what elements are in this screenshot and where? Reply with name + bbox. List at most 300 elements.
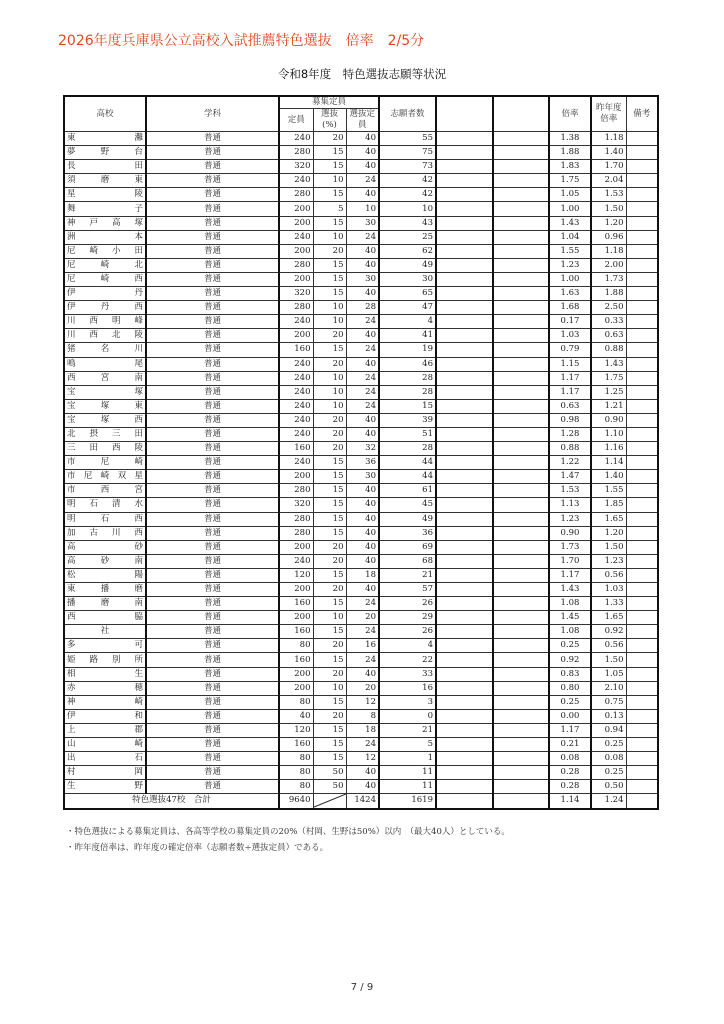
table-row [64, 287, 658, 301]
ratio: 1.00 [549, 202, 591, 216]
prev-ratio: 0.56 [591, 639, 626, 653]
total-ratio: 1.14 [549, 794, 591, 809]
table-row [64, 540, 658, 554]
blank-2 [493, 146, 549, 160]
select-pct: 20 [313, 413, 346, 427]
header-select-pct: 選抜(%) [313, 109, 346, 132]
blank-2 [493, 174, 549, 188]
capacity: 240 [279, 132, 313, 146]
select-pct: 20 [313, 427, 346, 441]
notes [626, 723, 658, 737]
ratio: 1.03 [549, 329, 591, 343]
notes [626, 258, 658, 272]
select-pct: 20 [313, 583, 346, 597]
ratio: 1.28 [549, 427, 591, 441]
select-pct: 20 [313, 554, 346, 568]
applicants: 65 [379, 287, 436, 301]
capacity: 200 [279, 202, 313, 216]
course: 普通 [146, 385, 279, 399]
prev-ratio: 1.55 [591, 484, 626, 498]
capacity: 80 [279, 780, 313, 794]
table-row [64, 188, 658, 202]
course: 普通 [146, 146, 279, 160]
course: 普通 [146, 738, 279, 752]
total-capacity: 9640 [279, 794, 313, 809]
applicants: 25 [379, 230, 436, 244]
select-pct: 20 [313, 132, 346, 146]
ratio: 0.28 [549, 766, 591, 780]
course: 普通 [146, 597, 279, 611]
blank-2 [493, 738, 549, 752]
notes [626, 399, 658, 413]
prev-ratio: 1.75 [591, 371, 626, 385]
header-blank-1 [436, 96, 493, 132]
school-name: 伊和 [64, 709, 146, 723]
table-row [64, 216, 658, 230]
blank-1 [436, 766, 493, 780]
select-pct: 15 [313, 723, 346, 737]
applicants: 46 [379, 357, 436, 371]
ratio: 1.43 [549, 216, 591, 230]
course: 普通 [146, 653, 279, 667]
select-cap: 24 [346, 230, 379, 244]
school-name: 須磨東 [64, 174, 146, 188]
blank-1 [436, 287, 493, 301]
select-pct: 10 [313, 385, 346, 399]
select-pct: 10 [313, 681, 346, 695]
capacity: 320 [279, 287, 313, 301]
table-row [64, 442, 658, 456]
blank-2 [493, 258, 549, 272]
ratio: 0.83 [549, 667, 591, 681]
select-cap: 40 [346, 526, 379, 540]
prev-ratio: 0.75 [591, 695, 626, 709]
blank-1 [436, 738, 493, 752]
select-cap: 40 [346, 512, 379, 526]
school-name: 伊丹西 [64, 301, 146, 315]
ratio: 1.17 [549, 371, 591, 385]
select-cap: 24 [346, 343, 379, 357]
select-pct: 15 [313, 470, 346, 484]
prev-ratio: 1.25 [591, 385, 626, 399]
blank-2 [493, 498, 549, 512]
capacity: 240 [279, 357, 313, 371]
school-name: 神戸高塚 [64, 216, 146, 230]
capacity: 160 [279, 343, 313, 357]
ratio: 1.15 [549, 357, 591, 371]
capacity: 200 [279, 611, 313, 625]
ratio: 1.63 [549, 287, 591, 301]
ratio: 1.05 [549, 188, 591, 202]
table-row [64, 427, 658, 441]
blank-2 [493, 484, 549, 498]
applicants: 1 [379, 752, 436, 766]
course: 普通 [146, 244, 279, 258]
prev-ratio: 1.85 [591, 498, 626, 512]
course: 普通 [146, 470, 279, 484]
notes [626, 639, 658, 653]
ratio: 1.83 [549, 160, 591, 174]
applicants: 47 [379, 301, 436, 315]
total-blank-1 [436, 794, 493, 809]
blank-1 [436, 709, 493, 723]
select-cap: 40 [346, 132, 379, 146]
prev-ratio: 1.23 [591, 554, 626, 568]
school-name: 洲本 [64, 230, 146, 244]
capacity: 120 [279, 723, 313, 737]
school-name: 市尼崎 [64, 456, 146, 470]
notes [626, 413, 658, 427]
prev-ratio: 0.96 [591, 230, 626, 244]
notes [626, 597, 658, 611]
ratio: 1.88 [549, 146, 591, 160]
school-name: 星陵 [64, 188, 146, 202]
notes [626, 146, 658, 160]
select-cap: 40 [346, 329, 379, 343]
prev-ratio: 2.00 [591, 258, 626, 272]
course: 普通 [146, 357, 279, 371]
applicants: 21 [379, 568, 436, 582]
course: 普通 [146, 272, 279, 286]
blank-1 [436, 597, 493, 611]
notes [626, 526, 658, 540]
capacity: 200 [279, 583, 313, 597]
applicants: 49 [379, 512, 436, 526]
prev-ratio: 1.53 [591, 188, 626, 202]
blank-2 [493, 766, 549, 780]
blank-2 [493, 667, 549, 681]
table-row [64, 583, 658, 597]
prev-ratio: 0.94 [591, 723, 626, 737]
ratio: 1.38 [549, 132, 591, 146]
capacity: 80 [279, 766, 313, 780]
select-pct: 20 [313, 540, 346, 554]
select-cap: 24 [346, 597, 379, 611]
school-name: 西宮南 [64, 371, 146, 385]
prev-ratio: 1.20 [591, 216, 626, 230]
table-row [64, 146, 658, 160]
course: 普通 [146, 766, 279, 780]
table-row [64, 498, 658, 512]
capacity: 160 [279, 738, 313, 752]
prev-ratio: 0.08 [591, 752, 626, 766]
select-cap: 28 [346, 301, 379, 315]
ratio: 1.04 [549, 230, 591, 244]
school-name: 川西北陵 [64, 329, 146, 343]
select-cap: 10 [346, 202, 379, 216]
notes [626, 188, 658, 202]
blank-1 [436, 568, 493, 582]
header-prev-ratio: 昨年度倍率 [591, 96, 626, 132]
table-row [64, 709, 658, 723]
school-name: 宝塚東 [64, 399, 146, 413]
blank-1 [436, 427, 493, 441]
blank-1 [436, 653, 493, 667]
school-name: 川西明峰 [64, 315, 146, 329]
select-pct: 15 [313, 343, 346, 357]
prev-ratio: 1.40 [591, 470, 626, 484]
capacity: 280 [279, 301, 313, 315]
total-notes [626, 794, 658, 809]
applicants: 11 [379, 780, 436, 794]
course: 普通 [146, 681, 279, 695]
blank-2 [493, 188, 549, 202]
applicants: 10 [379, 202, 436, 216]
select-pct: 20 [313, 639, 346, 653]
select-cap: 16 [346, 639, 379, 653]
ratio: 1.75 [549, 174, 591, 188]
notes [626, 611, 658, 625]
table-row [64, 343, 658, 357]
select-pct: 20 [313, 667, 346, 681]
applicants: 45 [379, 498, 436, 512]
prev-ratio: 1.43 [591, 357, 626, 371]
course: 普通 [146, 583, 279, 597]
course: 普通 [146, 568, 279, 582]
capacity: 280 [279, 526, 313, 540]
applicants: 36 [379, 526, 436, 540]
school-name: 明石西 [64, 512, 146, 526]
select-pct: 20 [313, 442, 346, 456]
course: 普通 [146, 427, 279, 441]
select-pct: 15 [313, 597, 346, 611]
prev-ratio: 1.65 [591, 512, 626, 526]
blank-1 [436, 230, 493, 244]
select-pct: 15 [313, 287, 346, 301]
blank-1 [436, 329, 493, 343]
blank-2 [493, 329, 549, 343]
notes [626, 470, 658, 484]
select-cap: 24 [346, 625, 379, 639]
blank-1 [436, 667, 493, 681]
course: 普通 [146, 554, 279, 568]
select-pct: 10 [313, 371, 346, 385]
course: 普通 [146, 709, 279, 723]
notes [626, 709, 658, 723]
capacity: 40 [279, 709, 313, 723]
ratio: 0.28 [549, 780, 591, 794]
applicants: 61 [379, 484, 436, 498]
course: 普通 [146, 456, 279, 470]
blank-2 [493, 709, 549, 723]
prev-ratio: 1.70 [591, 160, 626, 174]
blank-2 [493, 442, 549, 456]
notes [626, 244, 658, 258]
table-row [64, 568, 658, 582]
blank-2 [493, 512, 549, 526]
applicants: 44 [379, 456, 436, 470]
blank-1 [436, 188, 493, 202]
select-cap: 40 [346, 498, 379, 512]
capacity: 240 [279, 413, 313, 427]
notes [626, 357, 658, 371]
blank-1 [436, 681, 493, 695]
header-boshu-group: 募集定員 [279, 96, 379, 109]
select-pct: 15 [313, 456, 346, 470]
table-row [64, 456, 658, 470]
table-row [64, 484, 658, 498]
select-cap: 40 [346, 258, 379, 272]
prev-ratio: 0.13 [591, 709, 626, 723]
course: 普通 [146, 526, 279, 540]
prev-ratio: 1.73 [591, 272, 626, 286]
applicants: 42 [379, 174, 436, 188]
applicants: 5 [379, 738, 436, 752]
select-cap: 40 [346, 484, 379, 498]
select-cap: 40 [346, 244, 379, 258]
blank-1 [436, 315, 493, 329]
blank-2 [493, 413, 549, 427]
table-row [64, 244, 658, 258]
select-cap: 40 [346, 413, 379, 427]
header-school: 高校 [64, 96, 146, 132]
table-row [64, 681, 658, 695]
ratio: 1.55 [549, 244, 591, 258]
select-pct: 10 [313, 315, 346, 329]
school-name: 明石清水 [64, 498, 146, 512]
select-cap: 24 [346, 371, 379, 385]
select-pct: 15 [313, 625, 346, 639]
table-row [64, 174, 658, 188]
notes [626, 272, 658, 286]
course: 普通 [146, 329, 279, 343]
select-cap: 30 [346, 272, 379, 286]
table-row [64, 639, 658, 653]
school-name: 長田 [64, 160, 146, 174]
total-slash-cell [313, 794, 346, 809]
table-row [64, 723, 658, 737]
applicants: 51 [379, 427, 436, 441]
applicants: 41 [379, 329, 436, 343]
notes [626, 780, 658, 794]
school-name: 村岡 [64, 766, 146, 780]
select-pct: 10 [313, 611, 346, 625]
table-row [64, 512, 658, 526]
select-cap: 36 [346, 456, 379, 470]
capacity: 200 [279, 681, 313, 695]
applicants: 43 [379, 216, 436, 230]
school-name: 松陽 [64, 568, 146, 582]
ratio: 0.25 [549, 639, 591, 653]
notes [626, 667, 658, 681]
capacity: 160 [279, 625, 313, 639]
total-prev-ratio: 1.24 [591, 794, 626, 809]
school-name: 尼崎西 [64, 272, 146, 286]
capacity: 240 [279, 399, 313, 413]
ratio: 1.68 [549, 301, 591, 315]
header-select-cap: 選抜定員 [346, 109, 379, 132]
school-name: 赤穂 [64, 681, 146, 695]
applicants: 55 [379, 132, 436, 146]
school-name: 生野 [64, 780, 146, 794]
select-pct: 15 [313, 160, 346, 174]
blank-2 [493, 695, 549, 709]
select-cap: 40 [346, 427, 379, 441]
school-name: 上郡 [64, 723, 146, 737]
applicants: 28 [379, 371, 436, 385]
notes [626, 653, 658, 667]
total-blank-2 [493, 794, 549, 809]
select-pct: 15 [313, 484, 346, 498]
blank-1 [436, 174, 493, 188]
select-pct: 15 [313, 653, 346, 667]
applicants: 28 [379, 385, 436, 399]
prev-ratio: 2.50 [591, 301, 626, 315]
table-row [64, 258, 658, 272]
blank-1 [436, 583, 493, 597]
table-row [64, 653, 658, 667]
ratio: 1.47 [549, 470, 591, 484]
notes [626, 315, 658, 329]
select-cap: 12 [346, 752, 379, 766]
capacity: 240 [279, 554, 313, 568]
select-cap: 40 [346, 357, 379, 371]
applicants: 3 [379, 695, 436, 709]
blank-2 [493, 399, 549, 413]
blank-1 [436, 132, 493, 146]
capacity: 240 [279, 174, 313, 188]
select-cap: 40 [346, 554, 379, 568]
notes [626, 216, 658, 230]
blank-1 [436, 216, 493, 230]
prev-ratio: 1.18 [591, 132, 626, 146]
table-row [64, 371, 658, 385]
applicants: 33 [379, 667, 436, 681]
select-pct: 15 [313, 738, 346, 752]
applicants: 29 [379, 611, 436, 625]
capacity: 80 [279, 752, 313, 766]
select-pct: 15 [313, 146, 346, 160]
notes [626, 512, 658, 526]
select-cap: 40 [346, 780, 379, 794]
blank-1 [436, 202, 493, 216]
prev-ratio: 1.10 [591, 427, 626, 441]
footnote-1: ・特色選抜による募集定員は、各高等学校の募集定員の20%（村岡、生野は50%）以内 （最大40人）としている。 [66, 827, 510, 837]
blank-2 [493, 315, 549, 329]
total-row [64, 794, 658, 809]
prev-ratio: 0.33 [591, 315, 626, 329]
prev-ratio: 0.25 [591, 766, 626, 780]
select-cap: 30 [346, 470, 379, 484]
blank-1 [436, 611, 493, 625]
school-name: 夢野台 [64, 146, 146, 160]
select-cap: 40 [346, 766, 379, 780]
prev-ratio: 1.05 [591, 667, 626, 681]
prev-ratio: 1.50 [591, 653, 626, 667]
table-row [64, 752, 658, 766]
prev-ratio: 0.50 [591, 780, 626, 794]
blank-1 [436, 258, 493, 272]
school-name: 高砂 [64, 540, 146, 554]
notes [626, 160, 658, 174]
blank-1 [436, 160, 493, 174]
applicants: 69 [379, 540, 436, 554]
blank-2 [493, 752, 549, 766]
school-name: 舞子 [64, 202, 146, 216]
prev-ratio: 1.16 [591, 442, 626, 456]
blank-2 [493, 287, 549, 301]
ratio: 1.17 [549, 723, 591, 737]
ratio: 1.08 [549, 625, 591, 639]
capacity: 120 [279, 568, 313, 582]
school-name: 三田西陵 [64, 442, 146, 456]
select-pct: 15 [313, 568, 346, 582]
capacity: 240 [279, 456, 313, 470]
course: 普通 [146, 132, 279, 146]
school-name: 高砂南 [64, 554, 146, 568]
blank-2 [493, 132, 549, 146]
blank-2 [493, 470, 549, 484]
